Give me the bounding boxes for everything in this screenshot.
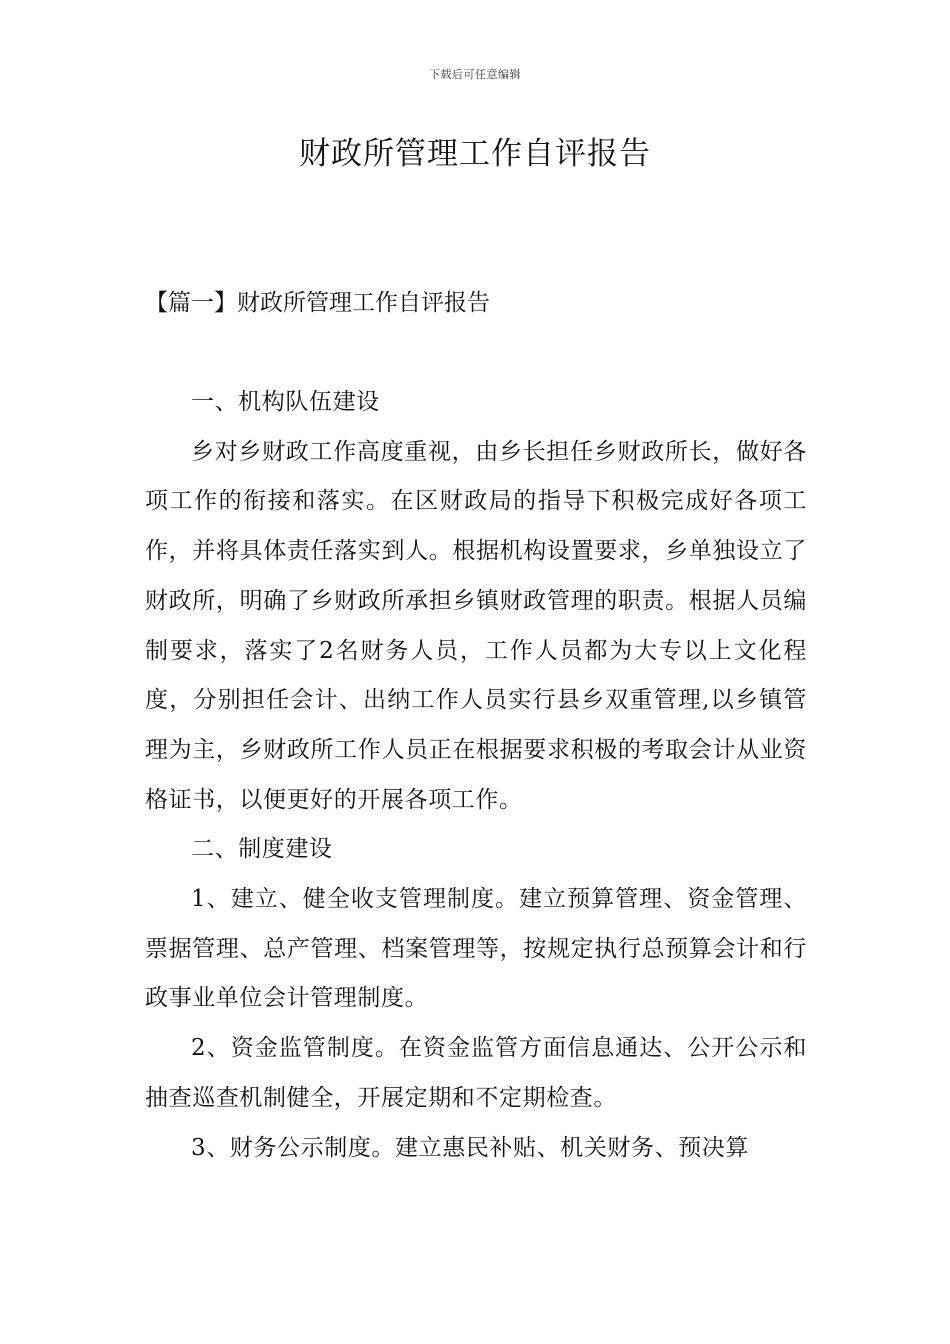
paragraph-institution-building: 乡对乡财政工作高度重视，由乡长担任乡财政所长，做好各项工作的衔接和落实。在区财政局的指导下积极完成好各项工作，并将具体责任落实到人。根据机构设置要求，乡单独设立了财政所，明确了乡财政所承担乡镇财政管理的职责。根据人员编制要求，落实了2名财务人员，工作人员都为大专以上文化程度，分别担任会计、出纳工作人员实行县乡双重管理,以乡镇管理为主，乡财政所工作人员正在根据要求积极的考取会计从业资格证书，以便更好的开展各项工作。 bbox=[145, 438, 807, 813]
paragraph-fund-supervision: 2、资金监管制度。在资金监管方面信息通达、公开公示和抽查巡查机制健全，开展定期和不定期检查。 bbox=[145, 1035, 807, 1111]
heading-system-building: 二、制度建设 bbox=[191, 836, 333, 863]
heading-institution-building: 一、机构队伍建设 bbox=[191, 389, 380, 415]
paragraph-revenue-expenditure: 1、建立、健全收支管理制度。建立预算管理、资金管理、票据管理、总产管理、档案管理等，按规定执行总预算会计和行政事业单位会计管理制度。 bbox=[145, 886, 807, 1012]
document-title: 财政所管理工作自评报告 bbox=[299, 136, 651, 172]
document-body bbox=[145, 378, 807, 1173]
header-note: 下载后可任意编辑 bbox=[429, 68, 521, 81]
section-heading: 【篇一】财政所管理工作自评报告 bbox=[145, 290, 490, 316]
paragraph-financial-disclosure: 3、财务公示制度。建立惠民补贴、机关财务、预决算 bbox=[191, 1134, 750, 1161]
